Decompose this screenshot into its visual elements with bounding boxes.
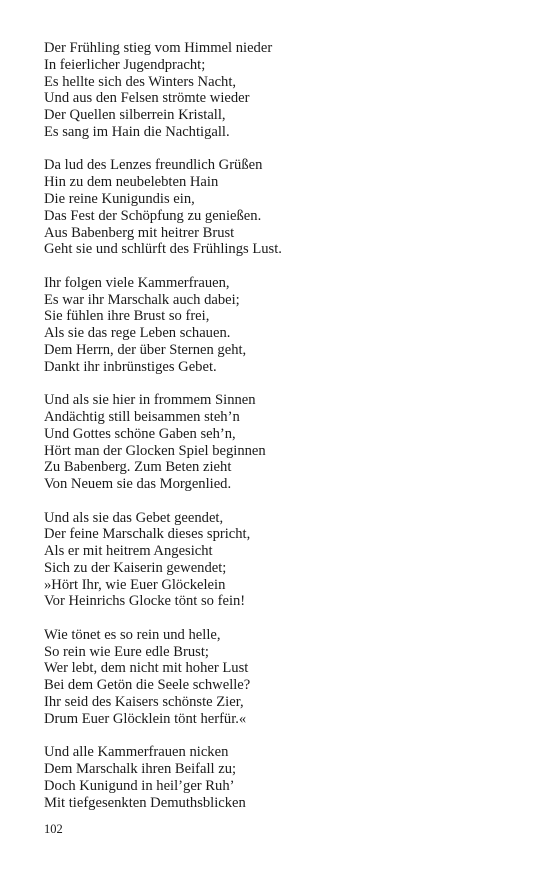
poem-line: Es war ihr Marschalk auch dabei; — [44, 291, 240, 308]
stanza — [44, 275, 524, 376]
poem-line: Ihr folgen viele Kammerfrauen, — [44, 274, 230, 291]
poem-line: Und aus den Felsen strömte wieder — [44, 90, 250, 107]
poem-line: Hin zu dem neubelebten Hain — [44, 174, 219, 191]
poem-line: Dem Marschalk ihren Beifall zu; — [44, 761, 237, 778]
stanza — [44, 157, 524, 258]
stanza — [44, 744, 524, 811]
poem-line: »Hört Ihr, wie Euer Glöckelein — [44, 576, 226, 593]
poem-line: Als er mit heitrem Angesicht — [44, 543, 213, 560]
poem-line: Und als sie hier in frommem Sinnen — [44, 392, 256, 409]
stanza — [44, 627, 524, 728]
poem-line: Der Frühling stieg vom Himmel nieder — [44, 40, 273, 56]
poem-line: Drum Euer Glöcklein tönt herfür.« — [44, 710, 247, 727]
poem-line: Ihr seid des Kaisers schönste Zier, — [44, 694, 244, 711]
poem-line: Dem Herrn, der über Sternen geht, — [44, 341, 247, 358]
poem-line: Sich zu der Kaiserin gewendet; — [44, 559, 227, 576]
poem-line: Es hellte sich des Winters Nacht, — [44, 73, 237, 90]
poem-line: Hört man der Glocken Spiel beginnen — [44, 442, 266, 459]
poem-line: Als sie das rege Leben schauen. — [44, 325, 231, 342]
poem-line: Bei dem Getön die Seele schwelle? — [44, 677, 251, 694]
poem-line: Und Gottes schöne Gaben seh’n, — [44, 425, 236, 442]
poem-line: So rein wie Eure edle Brust; — [44, 643, 209, 660]
poem-line: Das Fest der Schöpfung zu genießen. — [44, 207, 262, 224]
stanza — [44, 510, 524, 611]
poem-line: Vor Heinrichs Glocke tönt so fein! — [44, 593, 246, 610]
poem-line: Aus Babenberg mit heitrer Brust — [44, 224, 235, 241]
poem-line: Mit tiefgesenkten Demuthsblicken — [44, 794, 246, 811]
poem-line: Zu Babenberg. Zum Beten zieht — [44, 459, 232, 476]
poem-line: Die reine Kunigundis ein, — [44, 190, 195, 207]
poem-line: Geht sie und schlürft des Frühlings Lust. — [44, 241, 282, 258]
poem-line: Andächtig still beisammen steh’n — [44, 408, 240, 425]
stanza — [44, 392, 524, 493]
poem-line: In feierlicher Jugendpracht; — [44, 56, 206, 73]
poem-line: Da lud des Lenzes freundlich Grüßen — [44, 157, 263, 174]
poem-line: Wie tönet es so rein und helle, — [44, 626, 221, 643]
poem-line: Sie fühlen ihre Brust so frei, — [44, 308, 210, 325]
poem-line: Wer lebt, dem nicht mit hoher Lust — [44, 660, 249, 677]
poem-line: Der Quellen silberrein Kristall, — [44, 107, 226, 124]
page-number: 102 — [44, 822, 63, 836]
poem-line: Der feine Marschalk dieses spricht, — [44, 526, 251, 543]
poem-line: Es sang im Hain die Nachtigall. — [44, 123, 230, 140]
poem-line: Und alle Kammerfrauen nicken — [44, 744, 229, 761]
stanza — [44, 40, 524, 141]
poem-line: Doch Kunigund in heil’ger Ruh’ — [44, 777, 235, 794]
poem-text — [44, 40, 524, 828]
poem-line: Und als sie das Gebet geendet, — [44, 509, 224, 526]
poem-line: Von Neuem sie das Morgenlied. — [44, 476, 232, 493]
poem-line: Dankt ihr inbrünstiges Gebet. — [44, 358, 217, 375]
